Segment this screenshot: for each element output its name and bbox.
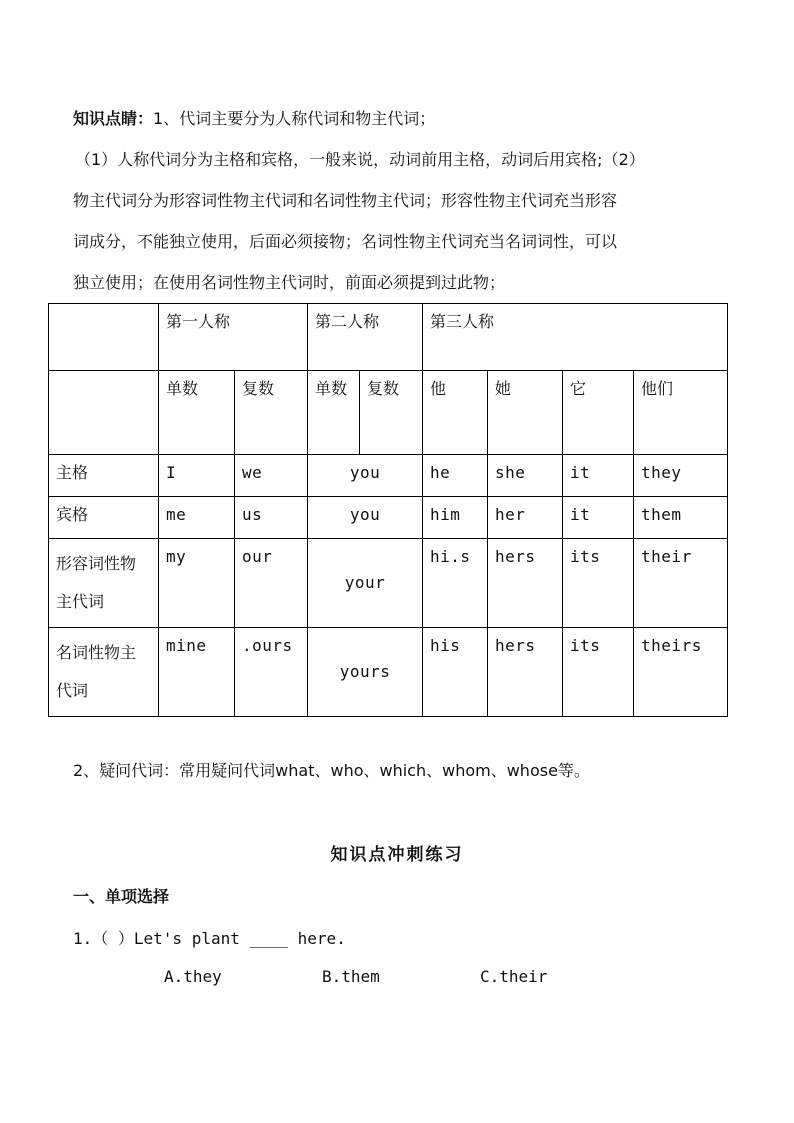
table-row	[49, 539, 728, 628]
table-cell: she	[488, 455, 563, 497]
subhead-cell: 它	[563, 371, 634, 455]
intro-lead-label: 知识点睛：	[73, 109, 154, 128]
practice-title: 知识点冲刺练习	[330, 845, 464, 865]
table-cell: you	[308, 497, 423, 539]
table-cell: he	[423, 455, 488, 497]
table-cell: hi.s	[423, 539, 488, 628]
option-a: A.they	[164, 967, 222, 986]
header-second-person: 第二人称	[308, 304, 423, 371]
row-label: 主格	[49, 455, 159, 497]
table-cell: it	[563, 455, 634, 497]
table-cell: its	[563, 628, 634, 717]
option-c: C.their	[480, 967, 548, 986]
intro-line: 独立使用；在使用名词性物主代词时，前面必须提到过此物；	[73, 273, 506, 292]
intro-line: （1）人称代词分为主格和宾格，一般来说，动词前用主格，动词后用宾格;（2）	[75, 150, 645, 169]
subhead-cell: 他们	[634, 371, 728, 455]
table-empty-cell	[49, 371, 159, 455]
table-cell: .ours	[235, 628, 308, 717]
table-row	[49, 371, 728, 455]
subhead-cell: 她	[488, 371, 563, 455]
table-cell: mine	[159, 628, 235, 717]
table-cell: hers	[488, 539, 563, 628]
section-interrogative: 2、疑问代词：常用疑问代词what、who、which、whom、whose等。	[73, 761, 590, 780]
table-cell: yours	[308, 628, 423, 717]
table-cell: hers	[488, 628, 563, 717]
subhead-cell: 他	[423, 371, 488, 455]
row-label: 名词性物主代词	[49, 628, 159, 717]
table-cell: I	[159, 455, 235, 497]
header-first-person: 第一人称	[159, 304, 308, 371]
table-cell: theirs	[634, 628, 728, 717]
table-row	[49, 304, 728, 371]
row-label: 宾格	[49, 497, 159, 539]
question-1: 1.（ ）Let's plant ____ here.	[73, 929, 346, 948]
intro-lead-text: 1、代词主要分为人称代词和物主代词；	[153, 109, 436, 128]
table-corner-cell	[49, 304, 159, 371]
option-b: B.them	[322, 967, 380, 986]
table-cell: them	[634, 497, 728, 539]
table-cell: they	[634, 455, 728, 497]
table-cell: me	[159, 497, 235, 539]
subhead-cell: 复数	[360, 371, 423, 455]
row-label: 形容词性物主代词	[49, 539, 159, 628]
practice-part-heading: 一、单项选择	[73, 887, 170, 906]
subhead-cell: 复数	[235, 371, 308, 455]
table-row	[49, 455, 728, 497]
table-cell: him	[423, 497, 488, 539]
header-third-person: 第三人称	[423, 304, 728, 371]
subhead-cell: 单数	[159, 371, 235, 455]
table-cell: their	[634, 539, 728, 628]
subhead-cell: 单数	[308, 371, 360, 455]
pronoun-table	[48, 303, 728, 717]
intro-lead	[73, 104, 435, 133]
table-cell: its	[563, 539, 634, 628]
table-cell: our	[235, 539, 308, 628]
table-cell: it	[563, 497, 634, 539]
intro-line: 物主代词分为形容词性物主代词和名词性物主代词；形容性物主代词充当形容	[73, 191, 618, 210]
table-cell: my	[159, 539, 235, 628]
table-cell: her	[488, 497, 563, 539]
table-cell: us	[235, 497, 308, 539]
table-cell: your	[308, 539, 423, 628]
table-cell: we	[235, 455, 308, 497]
table-cell: his	[423, 628, 488, 717]
table-row	[49, 628, 728, 717]
intro-line: 词成分，不能独立使用，后面必须接物；名词性物主代词充当名词词性，可以	[73, 232, 618, 251]
table-cell: you	[308, 455, 423, 497]
table-row	[49, 497, 728, 539]
